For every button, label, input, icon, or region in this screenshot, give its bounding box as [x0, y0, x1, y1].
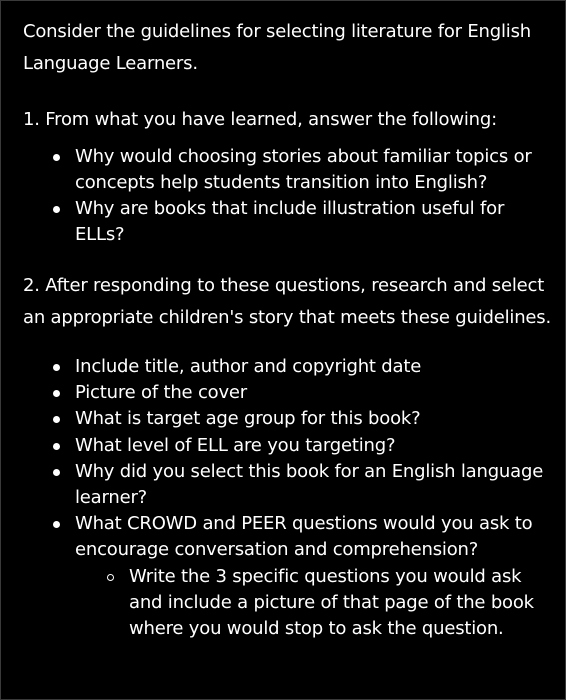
sub-list — [107, 564, 553, 643]
list-item — [53, 380, 553, 406]
list-item-text: What level of ELL are you targeting? — [75, 434, 396, 456]
list-item-text: Picture of the cover — [75, 382, 247, 404]
list-item-text: Include title, author and copyright date — [75, 356, 422, 377]
sub-list-item — [107, 564, 553, 643]
question-1-heading: 1. From what you have learned, answer the following: — [23, 109, 497, 130]
list-item-text: What CROWD and PEER questions would you ask to encourage conversation and comprehension? — [75, 513, 533, 561]
list-item-text: What is target age group for this book? — [75, 408, 421, 430]
document-content — [23, 16, 553, 642]
hollow-bullet-icon — [107, 574, 114, 581]
question-2-heading: 2. After responding to these questions, research and select an appropriate children's story that meets these guidelines. — [23, 275, 552, 328]
bullet-icon — [53, 443, 60, 450]
bullet-icon — [53, 364, 60, 371]
list-item — [53, 196, 553, 248]
list-item — [53, 406, 553, 432]
list-item-text: Why are books that include illustration useful for ELLs? — [75, 198, 505, 245]
list-item — [53, 433, 553, 459]
bullet-icon — [53, 390, 60, 397]
bullet-icon — [53, 416, 60, 423]
question-1-list — [53, 144, 553, 248]
list-item — [53, 459, 553, 511]
bullet-icon — [53, 521, 60, 528]
bullet-icon — [53, 154, 60, 161]
question-2-list — [53, 354, 553, 642]
bullet-icon — [53, 469, 60, 476]
list-item — [53, 354, 553, 380]
bullet-icon — [53, 206, 60, 213]
list-item-text: Why did you select this book for an English language learner? — [75, 460, 544, 509]
list-item-text: Why would choosing stories about familiar topics or concepts help students transition into English? — [75, 146, 532, 193]
intro-text: Consider the guidelines for selecting literature for English Language Learners. — [23, 21, 531, 74]
sub-list-item-text: Write the 3 specific questions you would ask and include a picture of that page of the book where you would stop to ask the question. — [129, 565, 534, 640]
list-item — [53, 511, 553, 642]
list-item — [53, 144, 553, 196]
